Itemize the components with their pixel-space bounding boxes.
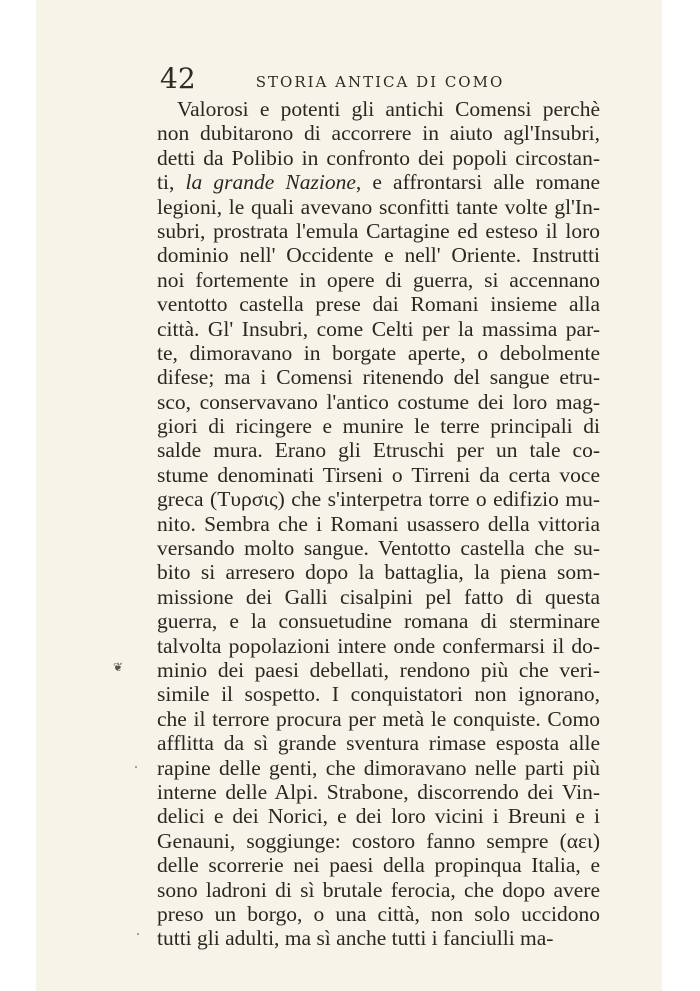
- text-line: delici e dei Norici, e dei loro vicini i Breuni e i: [157, 804, 600, 829]
- text-line: ti, la grande Nazione, e affrontarsi alle romane: [157, 170, 600, 195]
- text-line: Genauni, soggiunge: costoro fanno sempre (αει): [157, 828, 600, 853]
- text-line: noi fortemente in opere di guerra, si accennano: [157, 267, 600, 292]
- text-line: detti da Polibio in confronto dei popoli circostan-: [157, 145, 600, 170]
- text-line: interne delle Alpi. Strabone, discorrendo dei Vin-: [157, 779, 600, 804]
- text-line: preso un borgo, o una città, non solo uccidono: [157, 901, 600, 926]
- text-line: missione dei Galli cisalpini pel fatto di questa: [157, 584, 600, 609]
- text-line: legioni, le quali avevano sconfitti tante volte gl'In-: [157, 194, 600, 219]
- running-title: STORIA ANTICA DI COMO: [255, 73, 505, 91]
- page-number: 42: [160, 62, 196, 95]
- text-line: stume denominati Tirseni o Tirreni da certa voce: [157, 462, 600, 487]
- margin-speck: [137, 933, 139, 935]
- text-line: versando molto sangue. Ventotto castella che su-: [157, 536, 600, 561]
- text-line: talvolta popolazioni intere onde confermarsi il do-: [157, 633, 600, 658]
- text-line: che il terrore procura per metà le conquiste. Como: [157, 706, 600, 731]
- text-line: afflitta da sì grande sventura rimase esposta alle: [157, 731, 600, 756]
- text-line: subri, prostrata l'emula Cartagine ed esteso il loro: [157, 218, 600, 243]
- margin-ornament: ❦: [113, 660, 124, 674]
- text-line: sco, conservavano l'antico costume dei loro mag-: [157, 389, 600, 414]
- text-line: non dubitarono di accorrere in aiuto agl'Insubri,: [157, 121, 600, 146]
- text-line: difese; ma i Comensi ritenendo del sangue etru-: [157, 365, 600, 390]
- text-line: tutti gli adulti, ma sì anche tutti i fanciulli ma-: [157, 926, 554, 951]
- text-line: Valorosi e potenti gli antichi Comensi perchè: [177, 97, 600, 121]
- text-line: salde mura. Erano gli Etruschi per un tale co-: [157, 438, 600, 463]
- text-line: simile il sospetto. I conquistatori non ignorano,: [157, 682, 600, 707]
- text-line: città. Gl' Insubri, come Celti per la massima par-: [157, 316, 600, 341]
- text-line: giori di ricingere e munire le terre principali di: [157, 414, 600, 439]
- text-line: rapine delle genti, che dimoravano nelle parti più: [157, 755, 600, 780]
- margin-speck: [135, 766, 137, 768]
- text-line: sono ladroni di sì brutale ferocia, che dopo avere: [157, 877, 600, 902]
- text-line: ventotto castella prese dai Romani insieme alla: [157, 292, 600, 317]
- text-line: greca (Τυρσις) che s'interpetra torre o edifizio mu-: [157, 487, 600, 512]
- body-text: [157, 97, 600, 951]
- text-line: delle scorrerie nei paesi della propinqua Italia, e: [157, 853, 600, 878]
- text-line: nito. Sembra che i Romani usassero della vittoria: [157, 511, 600, 536]
- text-line: te, dimoravano in borgate aperte, o debolmente: [157, 340, 600, 365]
- italic-phrase: la grande Nazione: [185, 170, 356, 195]
- text-line: bito si arresero dopo la battaglia, la piena som-: [157, 560, 600, 585]
- text-line: minio dei paesi debellati, rendono più che veri-: [157, 657, 600, 682]
- page-header: [160, 64, 600, 94]
- text-line: dominio nell' Occidente e nell' Oriente. Instrutti: [157, 243, 600, 268]
- text-line: guerra, e la consuetudine romana di sterminare: [157, 609, 600, 634]
